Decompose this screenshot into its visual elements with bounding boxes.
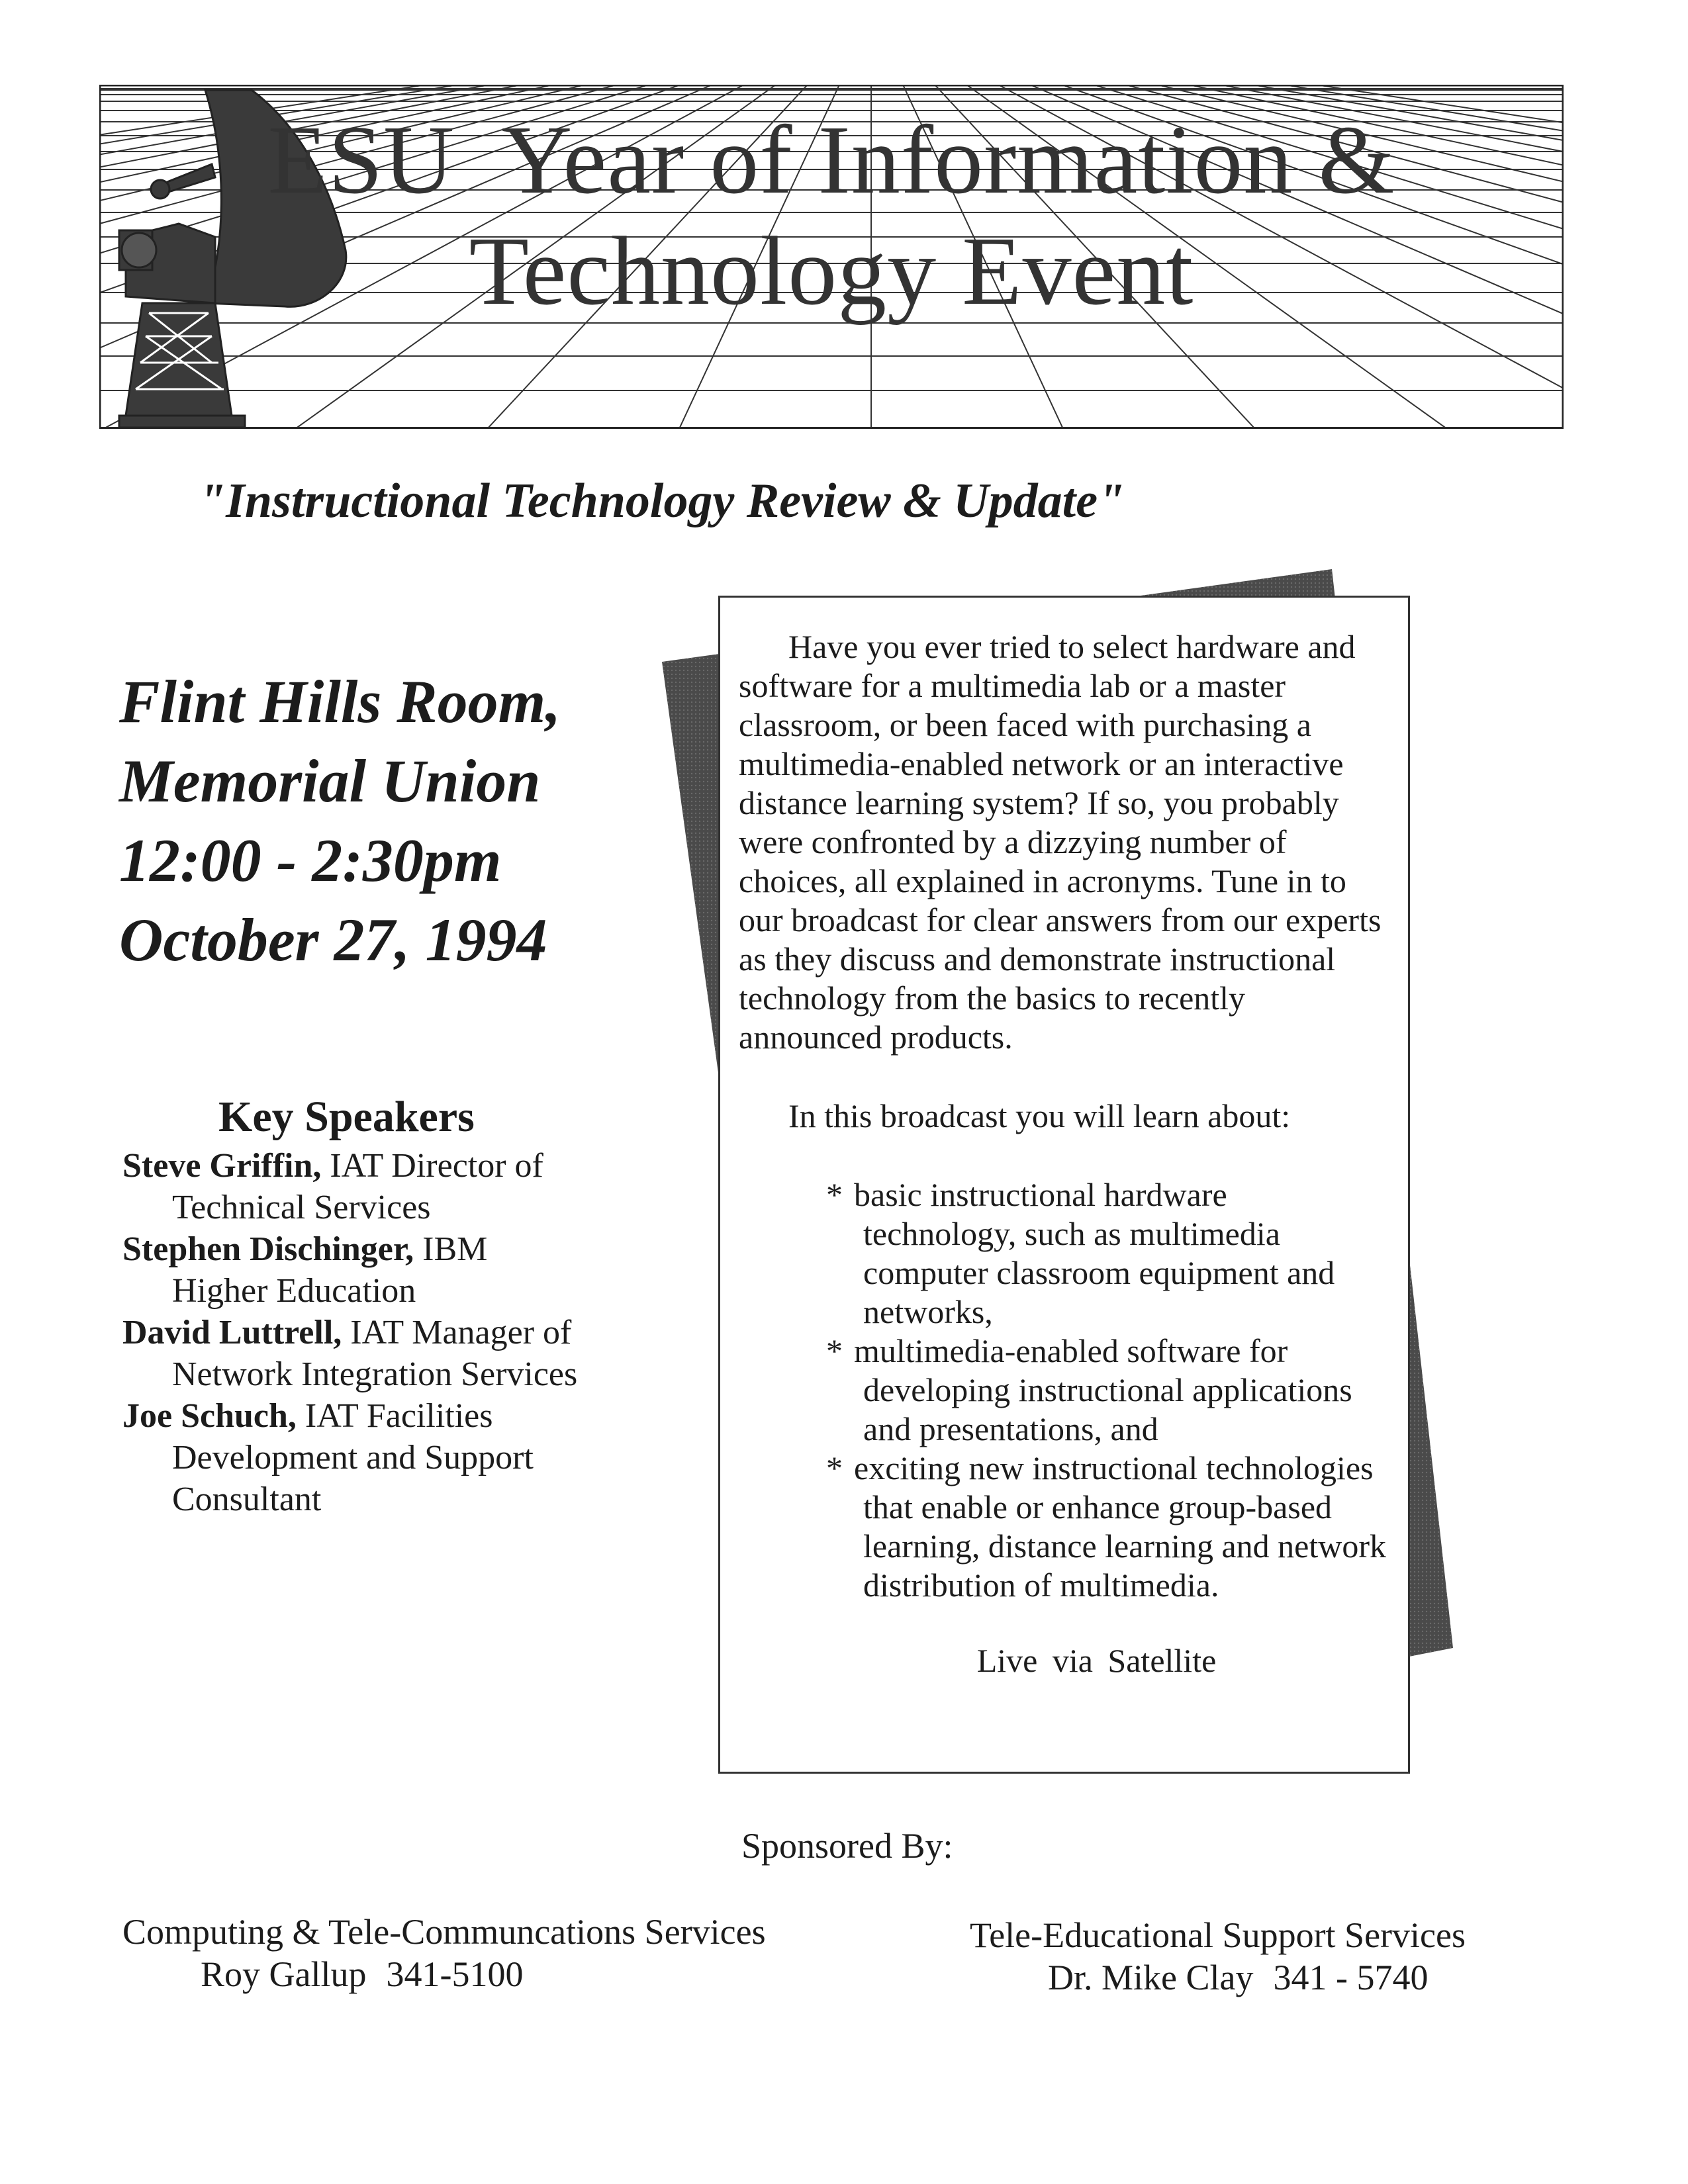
- list-item-text: multimedia-enabled software for developing instructional applications and presentations, and: [854, 1332, 1352, 1447]
- sponsor-contact-name: Roy Gallup: [201, 1954, 367, 1994]
- speaker-item: [122, 1312, 718, 1395]
- event-location: Flint Hills Room,: [119, 668, 561, 735]
- bullet-marker: *: [826, 1176, 843, 1213]
- sponsor-contact: [122, 1953, 766, 1995]
- sponsor-right: [970, 1914, 1466, 1999]
- list-item-text: exciting new instructional technologies that enable or enhance group-based learning, distance learning and network distribution of multimedia.: [854, 1449, 1386, 1604]
- list-item: [739, 1332, 1388, 1449]
- speaker-title-cont: Network Integration Services: [172, 1355, 578, 1393]
- speakers-heading: Key Speakers: [218, 1093, 475, 1141]
- speaker-title: IAT Director of: [321, 1147, 543, 1185]
- info-card: [718, 596, 1410, 1774]
- banner-title-line2: Technology Event: [469, 217, 1194, 326]
- sponsors-heading: Sponsored By:: [741, 1826, 953, 1866]
- broadcast-note: Live via Satellite: [976, 1642, 1217, 1679]
- speaker-title-cont: Higher Education: [172, 1272, 416, 1310]
- sponsor-org: Computing & Tele-Communcations Services: [122, 1912, 766, 1952]
- event-date: October 27, 1994: [119, 906, 547, 974]
- event-details: [119, 662, 715, 979]
- speakers-list: [122, 1145, 718, 1520]
- sponsor-phone: 341 - 5740: [1273, 1958, 1429, 1997]
- speaker-name: Steve Griffin,: [122, 1147, 322, 1185]
- speaker-title-cont: Development and Support: [172, 1439, 534, 1477]
- sponsor-contact: [970, 1956, 1466, 1999]
- event-building: Memorial Union: [119, 747, 541, 815]
- sponsor-left: [122, 1911, 766, 1995]
- speaker-name: Joe Schuch,: [122, 1397, 297, 1435]
- header-banner: [99, 85, 1564, 429]
- speaker-title-cont: Technical Services: [172, 1189, 431, 1226]
- sponsor-phone: 341-5100: [386, 1954, 524, 1994]
- speaker-item: [122, 1395, 718, 1520]
- speaker-item: [122, 1145, 718, 1228]
- banner-title-line1: ESU Year of Information &: [267, 106, 1395, 214]
- list-item: [739, 1175, 1388, 1332]
- learn-heading: In this broadcast you will learn about:: [788, 1097, 1291, 1134]
- speaker-title-cont: Consultant: [172, 1480, 322, 1518]
- bullet-marker: *: [826, 1449, 843, 1486]
- event-time: 12:00 - 2:30pm: [119, 827, 502, 894]
- bullet-marker: *: [826, 1332, 843, 1369]
- list-item: [739, 1449, 1388, 1605]
- speaker-item: [122, 1228, 718, 1312]
- sponsor-contact-name: Dr. Mike Clay: [1048, 1958, 1254, 1997]
- speaker-name: David Luttrell,: [122, 1314, 342, 1351]
- speaker-title: IAT Manager of: [342, 1314, 572, 1351]
- speaker-name: Stephen Dischinger,: [122, 1230, 414, 1268]
- list-item-text: basic instructional hardware technology, such as multimedia computer classroom equipment and networks,: [854, 1176, 1335, 1330]
- speaker-title: IBM: [414, 1230, 488, 1268]
- speaker-title: IAT Facilities: [296, 1397, 493, 1435]
- intro-paragraph: Have you ever tried to select hardware and software for a multimedia lab or a master classroom, or been faced with purchasing a multimedia-enabled network or an interactive distance learning system? If so, you probably were confronted by a dizzying number of choices, all explained in acronyms. Tune in to our broadcast for clear answers from our experts as they discuss and demonstrate instructional technology from the basics to recently announced products.: [739, 628, 1382, 1056]
- event-subtitle: "Instructional Technology Review & Update": [199, 474, 1125, 528]
- sponsor-org: Tele-Educational Support Services: [970, 1915, 1466, 1955]
- topic-list: [739, 1175, 1388, 1605]
- banner-title: [99, 105, 1564, 327]
